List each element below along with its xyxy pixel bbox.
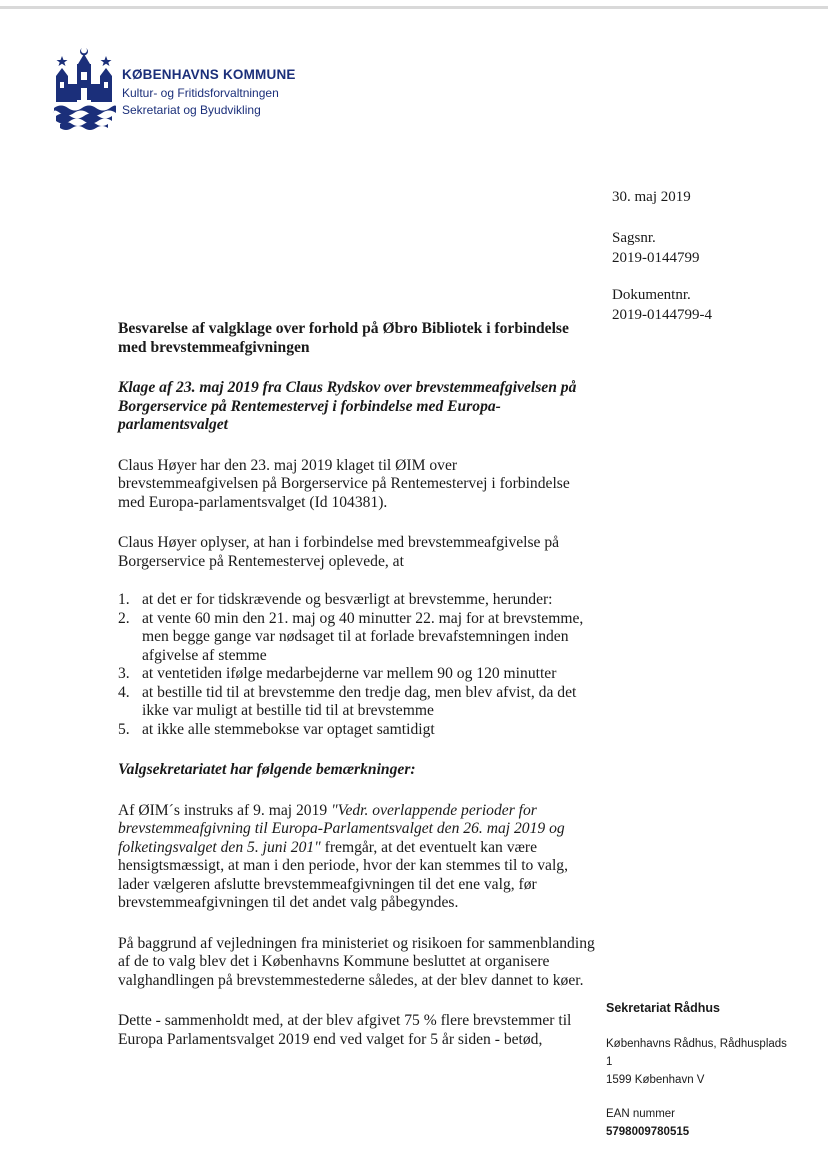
- department-name: Kultur- og Fritidsforvaltningen: [122, 86, 279, 100]
- document-number-label: Dokumentnr.: [612, 287, 691, 303]
- case-number-block: [612, 228, 700, 268]
- copenhagen-coat-of-arms-icon: [52, 46, 116, 134]
- case-number-value: 2019-0144799: [612, 250, 700, 266]
- sidebar-ean: [606, 1105, 828, 1141]
- list-item: 3. at ventetiden ifølge medarbejderne var mellem 90 og 120 minutter: [118, 665, 557, 682]
- address-line-1: Københavns Rådhus, Rådhusplads: [606, 1038, 787, 1050]
- document-number-value: 2019-0144799-4: [612, 307, 712, 323]
- document-number-block: [612, 285, 712, 325]
- list-item: 2. at vente 60 min den 21. maj og 40 minutter 22. maj for at brevstemme, men begge gange var nødsaget til at forlade brevafstemningen inden afgivelse af stemme: [118, 609, 584, 664]
- sidebar-office: [606, 999, 828, 1017]
- list-item: 4. at bestille tid til at brevstemme den tredje dag, men blev afvist, da det ikke var muligt at bestille tid til at brevstemme: [118, 683, 577, 719]
- instruction-paragraph: Af ØIM´s instruks af 9. maj 2019 "Vedr. overlappende perioder for brevstemmeafgivning til Europa-Parlamentsvalget den 26. maj 2019 og folketingsvalget den 5. juni 201" fremgår, at det eventuelt kan være hensigtsmæssigt, at man i den periode, hvor der kan stemmes til to valg, lader vælgeren afslutte brevstemmeafgivningen til det ene valg, før brevstemmeafgivningen til det andet valg påbegyndes.: [118, 801, 568, 911]
- remarks-heading: Valgsekretariatet har følgende bemærkninger:: [118, 761, 416, 778]
- letter-date: [612, 187, 691, 207]
- complaint-list: [118, 591, 596, 739]
- letter-title: Besvarelse af valgklage over forhold på Øbro Bibliotek i forbindelse med brevstemmeafgivningen: [118, 320, 569, 356]
- letter-subtitle: Klage af 23. maj 2019 fra Claus Rydskov over brevstemmeafgivelsen på Borgerservice på Rentemestervej i forbindelse med Europa-parlamentsvalget: [118, 379, 577, 433]
- address-line-2: 1: [606, 1056, 613, 1068]
- organization-header: [122, 67, 296, 117]
- instruction-quote: "Vedr. overlappende perioder for brevstemmeafgivning til Europa-Parlamentsvalget den 26. maj 2019 og folketingsvalget den 5. juni 201": [118, 801, 565, 856]
- ean-value: 5798009780515: [606, 1126, 690, 1138]
- list-item: 1. at det er for tidskrævende og besværligt at brevstemme, herunder:: [118, 591, 553, 608]
- sidebar-address: [606, 1035, 828, 1089]
- postal-line: 1599 København V: [606, 1074, 705, 1086]
- complaint-paragraph: Claus Høyer oplyser, at han i forbindelse med brevstemmeafgivelse på Borgerservice på Rentemestervej oplevede, at: [118, 534, 560, 570]
- list-item: 5. at ikke alle stemmebokse var optaget samtidigt: [118, 720, 435, 738]
- office-name: Sekretariat Rådhus: [606, 1001, 720, 1015]
- scan-edge-line: [0, 6, 828, 9]
- date-value: 30. maj 2019: [612, 189, 691, 205]
- letter-body: [118, 320, 596, 1071]
- consequence-paragraph: Dette - sammenholdt med, at der blev afgivet 75 % flere brevstemmer til Europa Parlamentsvalget 2019 end ved valget for 5 år siden - betød,: [118, 1012, 572, 1048]
- unit-name: Sekretariat og Byudvikling: [122, 103, 261, 117]
- case-number-label: Sagsnr.: [612, 230, 656, 246]
- organization-paragraph: På baggrund af vejledningen fra ministeriet og risikoen for sammenblanding af de to valg blev det i Københavns Kommune besluttet at organisere valghandlingen på brevstemmestederne således, at der blev dannet to køer.: [118, 934, 595, 989]
- ean-label: EAN nummer: [606, 1108, 676, 1120]
- intro-paragraph: Claus Høyer har den 23. maj 2019 klaget til ØIM over brevstemmeafgivelsen på Borgerservice på Rentemestervej i forbindelse med Europa-parlamentsvalget (Id 104381).: [118, 456, 570, 511]
- organization-name: KØBENHAVNS KOMMUNE: [122, 67, 296, 82]
